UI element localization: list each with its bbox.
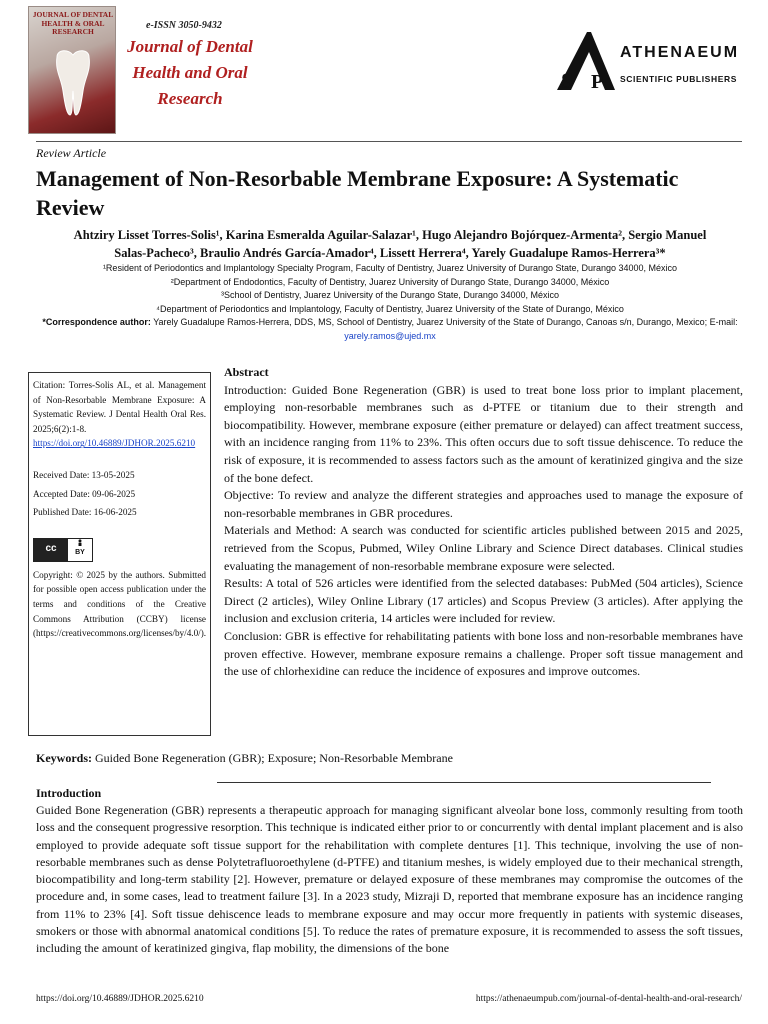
journal-title-line: Health and Oral: [132, 63, 248, 82]
eissn: e-ISSN 3050-9432: [146, 20, 222, 31]
affiliation: ²Department of Endodontics, Faculty of Dentistry, Juarez University of Durango State, Durango 34000, México: [170, 276, 610, 287]
correspondence: [40, 316, 740, 343]
keywords: [36, 751, 453, 766]
copyright-text: Copyright: © 2025 by the authors. Submitted for possible open access publication under the terms and conditions of the Creative Commons Attribution (CCBY) license (https://creativecommons.org/licenses/by/4.0/).: [33, 569, 207, 639]
publisher-logo-icon: [553, 30, 617, 92]
author-line: Ahtziry Lisset Torres-Solis¹, Karina Esmeralda Aguilar-Salazar¹, Hugo Alejandro Bojórquez-Armenta², Sergio Manuel: [73, 228, 707, 242]
abstract: [224, 364, 743, 681]
abstract-methods: Materials and Method: A search was conducted for scientific articles published between 2015 and 2025, retrieved from the Scopus, Pubmed, Wiley Online Library and Science Direct databases. Clinical studies evaluating the management of non-resorbable membrane exposure were selected.: [224, 523, 743, 573]
author-line: Salas-Pacheco³, Braulio Andrés García-Amador⁴, Lissett Herrera⁴, Yarely Guadalupe Ramos-Herrera³*: [114, 246, 666, 260]
publisher-subtitle: SCIENTIFIC PUBLISHERS: [620, 74, 737, 84]
cover-title: JOURNAL OF DENTAL HEALTH & ORAL RESEARCH: [32, 10, 114, 36]
abstract-conclusion: Conclusion: GBR is effective for rehabilitating patients with bone loss and non-resorbable membranes have proven effective. However, membrane exposure remains a challenge. Proper soft tissue management and the use of chlorhexidine can reduce the incidence of exposures and improve outcomes.: [224, 628, 743, 679]
svg-text:S: S: [561, 68, 574, 92]
affiliation: ⁴Department of Periodontics and Implantology, Faculty of Dentistry, Juarez University of the State of Durango, México: [156, 303, 624, 314]
received-date: Received Date: 13-05-2025: [33, 469, 135, 480]
cc-icon: cc: [34, 539, 68, 561]
footer-journal-link[interactable]: https://athenaeumpub.com/journal-of-dental-health-and-oral-research/: [475, 994, 742, 1004]
article-title: Management of Non-Resorbable Membrane Exposure: A Systematic Review: [36, 166, 679, 220]
cc-by-label: BY: [75, 549, 85, 557]
citation-doi-link[interactable]: https://doi.org/10.46889/JDHOR.2025.6210: [33, 438, 196, 449]
article-type: Review Article: [36, 146, 107, 160]
affiliations: [40, 262, 740, 343]
correspondence-label: *Correspondence author:: [42, 317, 151, 327]
introduction-heading: Introduction: [36, 786, 102, 800]
keywords-text: Guided Bone Regeneration (GBR); Exposure; Non-Resorbable Membrane: [92, 751, 453, 765]
abstract-results: Results: A total of 526 articles were identified from the selected databases: PubMed (504 articles), Science Direct (2 articles), Wiley Online Library (17 articles) and Scopus Preview (3 articles). After applying the inclusion and exclusion criteria, 14 articles were included for review.: [224, 576, 743, 626]
publisher-name: ATHENAEUM: [620, 44, 740, 61]
svg-text:P: P: [591, 71, 604, 92]
journal-title-line: Journal of Dental: [127, 37, 253, 56]
affiliation: ³School of Dentistry, Juarez University of the Durango State, Durango 34000, México: [220, 290, 559, 300]
journal-title-line: Research: [157, 89, 223, 108]
footer-doi-link[interactable]: https://doi.org/10.46889/JDHOR.2025.6210: [36, 994, 204, 1004]
person-icon: [75, 539, 85, 546]
citation-box: [28, 372, 211, 736]
section-divider: [217, 782, 711, 783]
introduction-text: Guided Bone Regeneration (GBR) represents a therapeutic approach for managing significant alveolar bone loss, commonly resulting from tooth loss and the consequent progressive resorption. This technique is indicated either prior to or concurrently with dental implant placement and is also employed to provide adequate soft tissue support for the rehabilitation with complete dentures [1]. This technique, involving the use of non-resorbable membranes such as dense Polytetrafluoroethylene (d-PTFE) and titanium meshes, is widely employed due to their mechanical strength, biocompatibility and long-term stability [2]. However, premature or delayed exposure of these membranes may compromise the outcomes of the procedure and, in some cases, lead to treatment failure [3]. In a 2023 study, Mizraji D, reported that membrane exposure has an incidence ranging from 11% to 23% [4]. Soft tissue dehiscence leads to membrane exposure and may occur more frequently in patients with systemic diseases, smokers or those with abnormal anatomical conditions [5]. To reduce the rates of premature exposure, it is recommended to assess the soft tissues, including the amount of keratinized gingiva, flap mobility, the dimensions of the bone: [36, 803, 743, 956]
author-list: [40, 226, 740, 262]
correspondence-email-link[interactable]: yarely.ramos@ujed.mx: [344, 330, 436, 341]
tooth-illustration-icon: [49, 47, 97, 119]
article-dates: [33, 468, 206, 520]
header-divider: [36, 141, 742, 142]
citation-text: Citation: Torres-Solis AL, et al. Management of Non-Resorbable Membrane Exposure: A Systematic Review. J Dental Health Oral Res. 2025;6(2):1-8.: [33, 380, 206, 434]
cc-by-license-icon[interactable]: [33, 538, 93, 562]
accepted-date: Accepted Date: 09-06-2025: [33, 488, 136, 499]
affiliation: ¹Resident of Periodontics and Implantology Specialty Program, Faculty of Dentistry, Juarez University of Durango State, Durango 34000, México: [102, 263, 678, 273]
abstract-objective: Objective: To review and analyze the different strategies and approaches used to manage the exposure of non-resorbable membranes in GBR procedures.: [224, 488, 743, 520]
journal-title: [120, 34, 260, 112]
abstract-introduction: Introduction: Guided Bone Regeneration (GBR) is used to treat bone loss prior to implant placement, employing non-resorbable membranes such as d-PTFE or titanium due to their strength and biocompatibility. However, membrane exposure (either premature or delayed) can affect treatment success, with an incidence ranging from 11% to 23%. This often occurs due to soft tissue dehiscence. To reduce the risk of exposure, it is recommended to assess factors such as the amount of keratinized gingiva and the size of the bone defect.: [224, 382, 743, 485]
correspondence-text: Yarely Guadalupe Ramos-Herrera, DDS, MS, School of Dentistry, Juarez University of the State of Durango, Canoas s/n, Durango, Mexico; E-mail:: [150, 317, 738, 327]
published-date: Published Date: 16-06-2025: [33, 507, 137, 518]
abstract-heading: Abstract: [224, 365, 269, 379]
journal-cover-image: [28, 6, 116, 134]
keywords-label: Keywords:: [36, 751, 92, 765]
